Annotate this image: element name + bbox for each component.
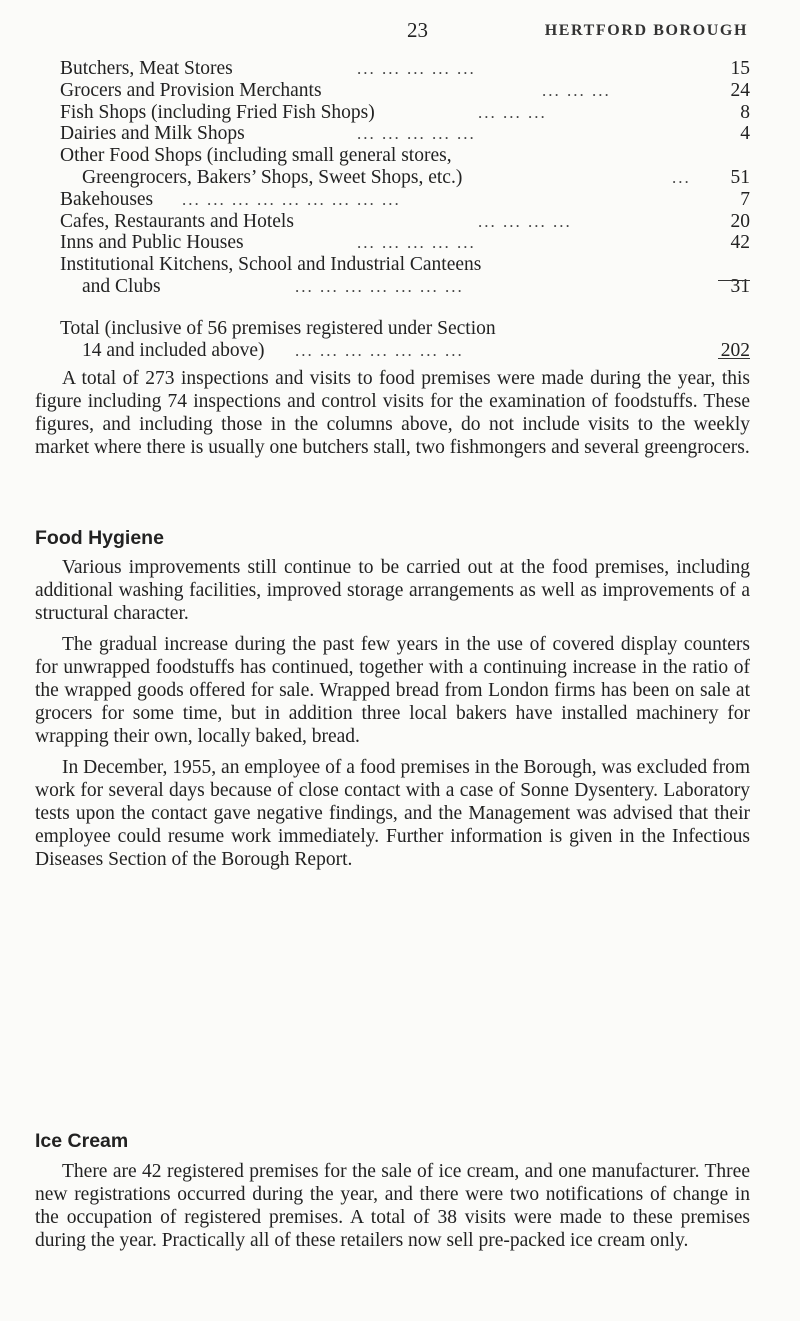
premises-count: 15 — [730, 58, 750, 79]
running-title: HERTFORD BOROUGH — [544, 22, 748, 39]
premises-count: 42 — [730, 232, 750, 254]
premises-row-continued — [60, 167, 750, 189]
total-count: 202 — [720, 339, 750, 361]
premises-row — [60, 211, 750, 233]
total-row — [60, 318, 750, 340]
leader-dots: ... ... ... — [478, 102, 547, 122]
premises-count: 24 — [730, 79, 750, 101]
premises-count: 31 — [730, 275, 750, 297]
premises-label: Cafes, Restaurants and Hotels — [60, 210, 294, 232]
premises-label: Grocers and Provision Merchants — [60, 79, 322, 101]
leader-dots: ... ... ... ... ... ... ... ... ... — [182, 189, 401, 209]
premises-count: 20 — [730, 210, 750, 232]
premises-label: Other Food Shops (including small general stores, — [60, 145, 452, 167]
total-label-continued: 14 and included above) — [82, 339, 265, 361]
total-rule-bottom — [718, 358, 750, 359]
premises-label: Bakehouses — [60, 188, 154, 210]
intro-text — [35, 367, 750, 459]
ice-cream-heading: Ice Cream — [35, 1130, 129, 1152]
total-label: Total (inclusive of 56 premises registered under Section — [60, 317, 496, 339]
ice-cream-paragraph: There are 42 registered premises for the sale of ice cream, and one manufacturer. Three new registrations occurred during the year, and there were two notifications of change in the occupation of registered premises. A total of 38 visits were made to these premises during the year. Practically all of these retailers now sell pre-packed ice cream only. — [35, 1161, 750, 1251]
leader-dots: ... ... ... ... ... ... ... — [295, 340, 464, 360]
premises-count: 8 — [740, 101, 750, 123]
leader-dots: ... ... ... — [542, 80, 611, 100]
food-hygiene-heading: Food Hygiene — [35, 527, 164, 549]
premises-label-continued: Greengrocers, Bakers’ Shops, Sweet Shops, etc.) — [82, 166, 463, 188]
premises-row — [60, 102, 750, 124]
ice-cream-text — [35, 1160, 750, 1252]
premises-label-continued: and Clubs — [82, 275, 161, 297]
premises-list — [60, 58, 750, 361]
premises-row-continued — [60, 276, 750, 298]
page-header — [0, 18, 800, 48]
food-hygiene-paragraph: Various improvements still continue to be carried out at the food premises, including additional washing facilities, improved storage arrangements as well as improvements of a structural character. — [35, 557, 750, 624]
leader-dots: ... ... ... ... ... — [357, 59, 476, 78]
leader-dots: ... ... ... ... — [478, 211, 572, 231]
premises-label: Fish Shops (including Fried Fish Shops) — [60, 101, 375, 123]
premises-count: 4 — [740, 123, 750, 145]
leader-dots: ... ... ... ... ... — [357, 124, 476, 144]
premises-label: Institutional Kitchens, School and Industrial Canteens — [60, 254, 482, 276]
premises-label: Butchers, Meat Stores — [60, 58, 233, 79]
premises-row — [60, 232, 750, 254]
premises-row — [60, 80, 750, 102]
premises-label: Inns and Public Houses — [60, 232, 244, 254]
food-hygiene-text — [35, 556, 750, 871]
premises-label: Dairies and Milk Shops — [60, 123, 245, 145]
page-number: 23 — [407, 18, 428, 42]
premises-count: 7 — [740, 188, 750, 210]
premises-row — [60, 254, 750, 276]
food-hygiene-paragraph: The gradual increase during the past few years in the use of covered display counters for unwrapped foodstuffs has continued, together with a continuing increase in the ratio of the wrapped goods offered for sale. Wrapped bread from London firms has been on sale at grocers for some time, but in addition three local bakers have installed machinery for wrapping their own, locally baked, bread. — [35, 634, 750, 747]
food-hygiene-paragraph: In December, 1955, an employee of a food premises in the Borough, was excluded from work for several days because of close contact with a case of Sonne Dysentery. Laboratory tests upon the contact gave negative findings, and the Management was advised that their employee could resume work immediately. Further information is given in the Infectious Diseases Section of the Borough Report. — [35, 757, 750, 870]
premises-row — [60, 189, 750, 211]
premises-row — [60, 123, 750, 145]
premises-row — [60, 58, 750, 80]
leader-dots: ... — [672, 167, 691, 187]
intro-paragraph: A total of 273 inspections and visits to food premises were made during the year, this figure including 74 inspections and control visits for the examination of foodstuffs. These figures, and including those in the columns above, do not include visits to the weekly market where there is usually one butchers stall, two fishmongers and several greengrocers. — [35, 368, 750, 458]
leader-dots: ... ... ... ... ... ... ... — [295, 276, 464, 296]
leader-dots: ... ... ... ... ... — [357, 233, 476, 253]
premises-count: 51 — [730, 166, 750, 188]
total-row-continued — [60, 340, 750, 362]
total-rule-top — [718, 280, 750, 281]
premises-row — [60, 145, 750, 167]
